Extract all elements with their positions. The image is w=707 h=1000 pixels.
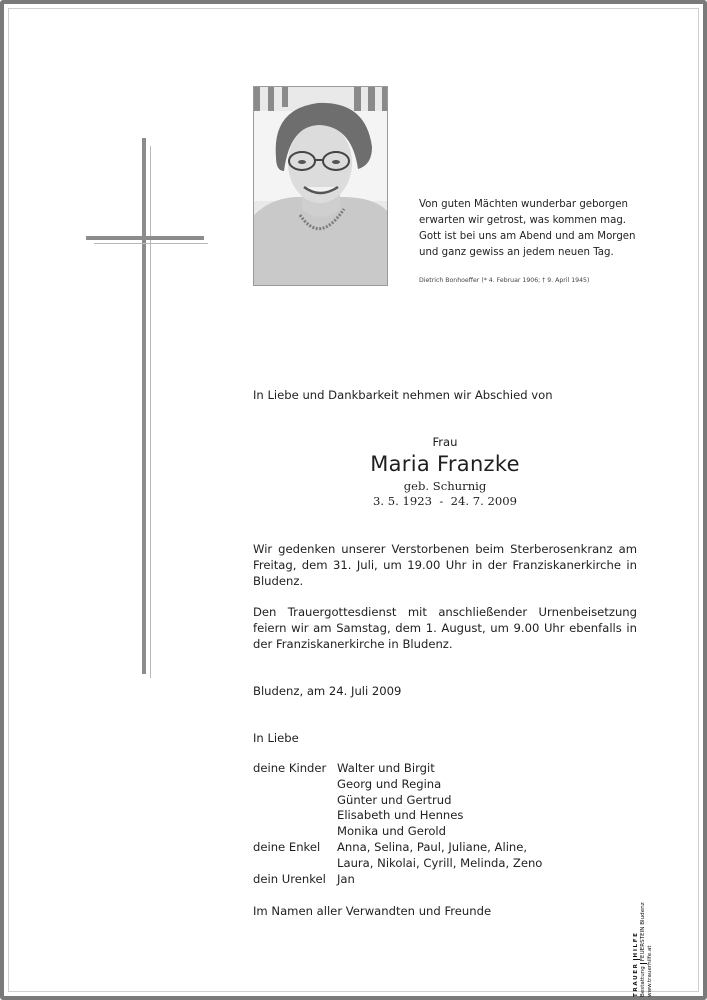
logo-word-hilfe: HILFE [633,931,639,958]
family-names [337,872,355,888]
funeral-paragraph: Den Trauergottesdienst mit anschließender Urnenbeisetzung feiern wir am Samstag, dem 1. August, um 9.00 Uhr ebenfalls in der Franziskanerkirche in Bludenz. [253,605,637,651]
intro-text: In Liebe und Dankbarkeit nehmen wir Abschied von [253,388,553,402]
family-name: Elisabeth und Hennes [337,808,464,823]
logo-bestattung: Bestattung [640,966,646,997]
quote-source: Dietrich Bonhoeffer (* 4. Februar 1906; † 9. April 1945) [419,277,590,284]
family-label: deine Kinder [253,761,327,775]
birth-name: geb. Schurnig [403,479,487,493]
life-dates: 3. 5. 1923 - 24. 7. 2009 [372,494,518,508]
family-name: Walter und Birgit [337,761,435,775]
family-name: Laura, Nikolai, Cyrill, Melinda, Zeno [337,855,543,870]
family-row-children [253,761,542,840]
quote-line: und ganz gewiss an jedem neuen Tag. [419,247,614,258]
family-name: Günter und Gertrud [337,792,452,807]
family-label: deine Enkel [253,839,321,854]
logo-word-trauer: TRAUER [633,962,639,997]
family-name: Monika und Gerold [337,824,447,839]
logo-separator [640,963,647,964]
place-date: Bludenz, am 24. Juli 2009 [253,684,402,698]
rosary-paragraph: Wir gedenken unserer Verstorbenen beim Sterberosenkranz am Freitag, dem 31. Juli, um 19.00 Uhr in der Franziskanerkirche in Bludenz. [253,542,637,588]
quote-line: Von guten Mächten wunderbar geborgen [419,199,628,210]
cross-horizontal-shadow [94,243,208,244]
salutation: Frau [432,435,458,449]
family-name: Anna, Selina, Paul, Juliane, Aline, [337,839,528,854]
family-row-great-grandchild [253,872,542,888]
family-names [337,840,542,872]
family-names [337,761,463,840]
logo-website: www.trauerhilfe.at [647,945,653,997]
portrait-photo [253,86,388,286]
cross-vertical-bar [142,138,146,674]
quote-line: Gott ist bei uns am Abend und am Morgen [419,231,636,242]
family-name: Georg und Regina [337,776,442,791]
cross-vertical-shadow [150,146,151,678]
funeral-home-logo [633,901,667,997]
portrait-illustration [254,87,388,286]
logo-company: FEUERSTEIN Bludenz [640,902,646,962]
family-name: Jan [337,871,355,886]
cross-horizontal-bar [86,236,204,240]
family-label: dein Urenkel [253,871,326,886]
deceased-name: Maria Franzke [370,452,520,476]
family-row-grandchildren [253,840,542,872]
closing-text: Im Namen aller Verwandten und Freunde [253,904,492,918]
logo-separator [633,959,640,960]
family-list [253,761,542,887]
quote-line: erwarten wir getrost, was kommen mag. [419,215,627,226]
in-liebe-heading: In Liebe [253,731,299,745]
bonhoeffer-quote [419,197,669,261]
